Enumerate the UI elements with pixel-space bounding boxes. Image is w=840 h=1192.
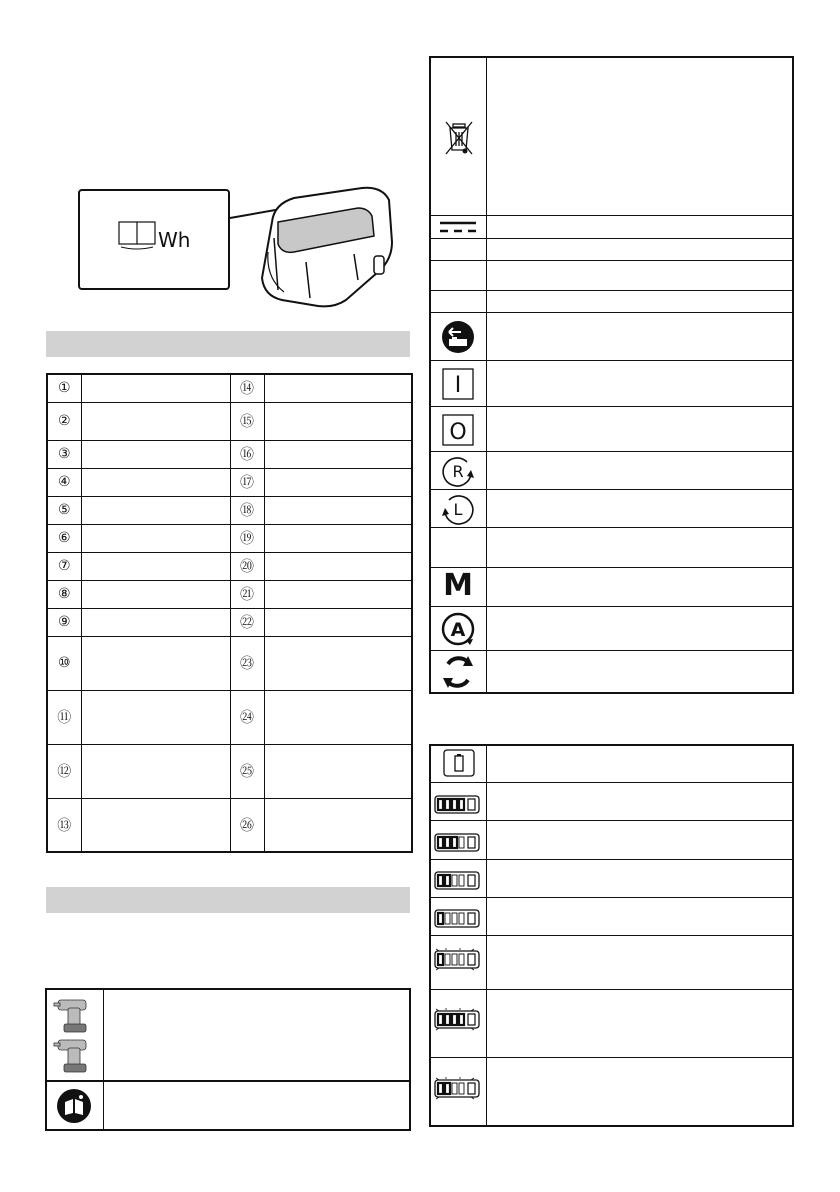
part-name-cell (264, 374, 412, 402)
part-number: ④ (47, 468, 81, 496)
row-divider (431, 238, 792, 239)
battery-segment (445, 954, 450, 965)
table-row (47, 402, 412, 440)
part-name-cell (264, 580, 412, 608)
part-name-cell (81, 496, 230, 524)
part-number: ③ (47, 440, 81, 468)
battery-level-indicator-icon (434, 1077, 480, 1101)
part-number: ㉔ (230, 690, 264, 744)
part-name-cell (264, 524, 412, 552)
rotation-left-letter: L (453, 500, 463, 519)
table-row (47, 496, 412, 524)
part-name-cell (264, 496, 412, 524)
row-divider (431, 312, 792, 313)
table-row (47, 636, 412, 690)
part-number: ⑰ (230, 468, 264, 496)
battery-check-icon (443, 749, 475, 777)
part-name-cell (264, 690, 412, 744)
switch-on-letter: I (454, 373, 462, 398)
battery-segment (438, 1083, 443, 1094)
part-number: ⑲ (230, 524, 264, 552)
part-number: ② (47, 402, 81, 440)
part-name-cell (264, 402, 412, 440)
battery-segment (445, 875, 450, 886)
battery-segment (452, 1083, 457, 1094)
read-manual-icon (56, 1088, 92, 1124)
part-number: ⑬ (47, 798, 81, 852)
part-number: ⑮ (230, 402, 264, 440)
table-row (47, 744, 412, 798)
part-name-cell (81, 552, 230, 580)
battery-segment (459, 1014, 464, 1025)
battery-level-indicator-icon (434, 793, 480, 817)
battery-level-indicator-icon (434, 1008, 480, 1032)
battery-segment (459, 913, 464, 924)
part-name-cell (81, 608, 230, 636)
battery-segment (452, 1014, 457, 1025)
continuous-mode-icon (440, 654, 476, 690)
battery-remove-icon (441, 320, 475, 354)
part-number: ⑨ (47, 608, 81, 636)
part-name-cell (264, 440, 412, 468)
battery-unit-label: Wh (158, 228, 191, 252)
part-number: ⑪ (47, 690, 81, 744)
battery-segment (445, 837, 450, 848)
battery-segment (438, 875, 443, 886)
section-heading-band (46, 331, 410, 357)
battery-segment (438, 913, 443, 924)
part-name-cell (81, 440, 230, 468)
part-number: ⑩ (47, 636, 81, 690)
battery-segment (452, 799, 457, 810)
part-number: ① (47, 374, 81, 402)
battery-level-indicator-icon (434, 948, 480, 972)
battery-segment (438, 837, 443, 848)
table-row (47, 468, 412, 496)
battery-segment (459, 1083, 464, 1094)
row-divider (431, 360, 792, 361)
part-number: ⑳ (230, 552, 264, 580)
battery-segment (445, 1014, 450, 1025)
row-divider (431, 567, 792, 568)
part-number: ⑥ (47, 524, 81, 552)
tool-symbols-table (45, 988, 411, 1131)
battery-segment (438, 954, 443, 965)
part-number: ⑭ (230, 374, 264, 402)
part-number: ㉒ (230, 608, 264, 636)
row-divider (431, 606, 792, 607)
battery-segment (445, 799, 450, 810)
symbols-table (429, 56, 794, 694)
table-row (47, 580, 412, 608)
row-divider (431, 406, 792, 407)
rotation-left-icon (441, 492, 475, 526)
rotation-right-icon (441, 454, 475, 488)
row-divider (431, 260, 792, 261)
part-name-cell (81, 402, 230, 440)
battery-segment (452, 875, 457, 886)
part-number: ⑫ (47, 744, 81, 798)
auto-mode-letter: A (450, 619, 466, 641)
row-divider (431, 650, 792, 651)
part-name-cell (264, 552, 412, 580)
switch-on-icon (442, 368, 474, 400)
rotation-right-letter: R (452, 462, 464, 481)
part-name-cell (81, 744, 230, 798)
part-number: ㉑ (230, 580, 264, 608)
auto-mode-icon (440, 611, 476, 647)
battery-pack-icon (254, 182, 414, 312)
row-divider (431, 989, 792, 990)
row-divider (431, 782, 792, 783)
battery-segment (438, 1014, 443, 1025)
part-number: ㉖ (230, 798, 264, 852)
row-divider (431, 859, 792, 860)
battery-segment (445, 913, 450, 924)
part-name-cell (81, 374, 230, 402)
table-row (47, 374, 412, 402)
battery-level-indicator-icon (434, 869, 480, 893)
table-row (47, 798, 412, 852)
table-row (47, 524, 412, 552)
part-name-cell (264, 468, 412, 496)
table-row (47, 690, 412, 744)
battery-level-indicator-icon (434, 907, 480, 931)
battery-segment (459, 875, 464, 886)
battery-level-indicator-icon (434, 831, 480, 855)
row-divider (431, 290, 792, 291)
part-number: ㉕ (230, 744, 264, 798)
battery-segment (452, 954, 457, 965)
part-name-cell (81, 524, 230, 552)
battery-segment (459, 799, 464, 810)
part-name-cell (81, 580, 230, 608)
drywall-screwdriver-icon (52, 994, 98, 1076)
part-number: ⑯ (230, 440, 264, 468)
row-divider (431, 897, 792, 898)
part-number: ㉓ (230, 636, 264, 690)
part-name-cell (81, 690, 230, 744)
part-number: ⑦ (47, 552, 81, 580)
crossed-out-wheeled-bin-icon (443, 118, 475, 158)
row-divider (431, 489, 792, 490)
part-number: ⑧ (47, 580, 81, 608)
table-row (47, 552, 412, 580)
switch-off-icon (442, 414, 474, 446)
blank-value-box-icon (118, 221, 158, 257)
battery-segment (445, 1083, 450, 1094)
parts-list-table (46, 373, 413, 853)
battery-segment (452, 837, 457, 848)
part-name-cell (264, 608, 412, 636)
mode-m-icon: M (443, 568, 473, 603)
direct-current-icon (438, 220, 478, 234)
row-divider (431, 935, 792, 936)
table-row (47, 608, 412, 636)
row-divider (431, 1057, 792, 1058)
part-name-cell (264, 744, 412, 798)
battery-segment (452, 913, 457, 924)
battery-segment (459, 837, 464, 848)
table-row (47, 440, 412, 468)
part-number: ⑤ (47, 496, 81, 524)
row-divider (431, 215, 792, 216)
part-name-cell (81, 636, 230, 690)
part-name-cell (81, 798, 230, 852)
row-divider (431, 820, 792, 821)
switch-off-letter: O (449, 420, 467, 445)
row-divider (431, 451, 792, 452)
part-name-cell (264, 798, 412, 852)
part-number: ⑱ (230, 496, 264, 524)
battery-segment (438, 799, 443, 810)
battery-segment (459, 954, 464, 965)
row-divider (431, 527, 792, 528)
section-heading-band (46, 887, 410, 913)
part-name-cell (264, 636, 412, 690)
part-name-cell (81, 468, 230, 496)
